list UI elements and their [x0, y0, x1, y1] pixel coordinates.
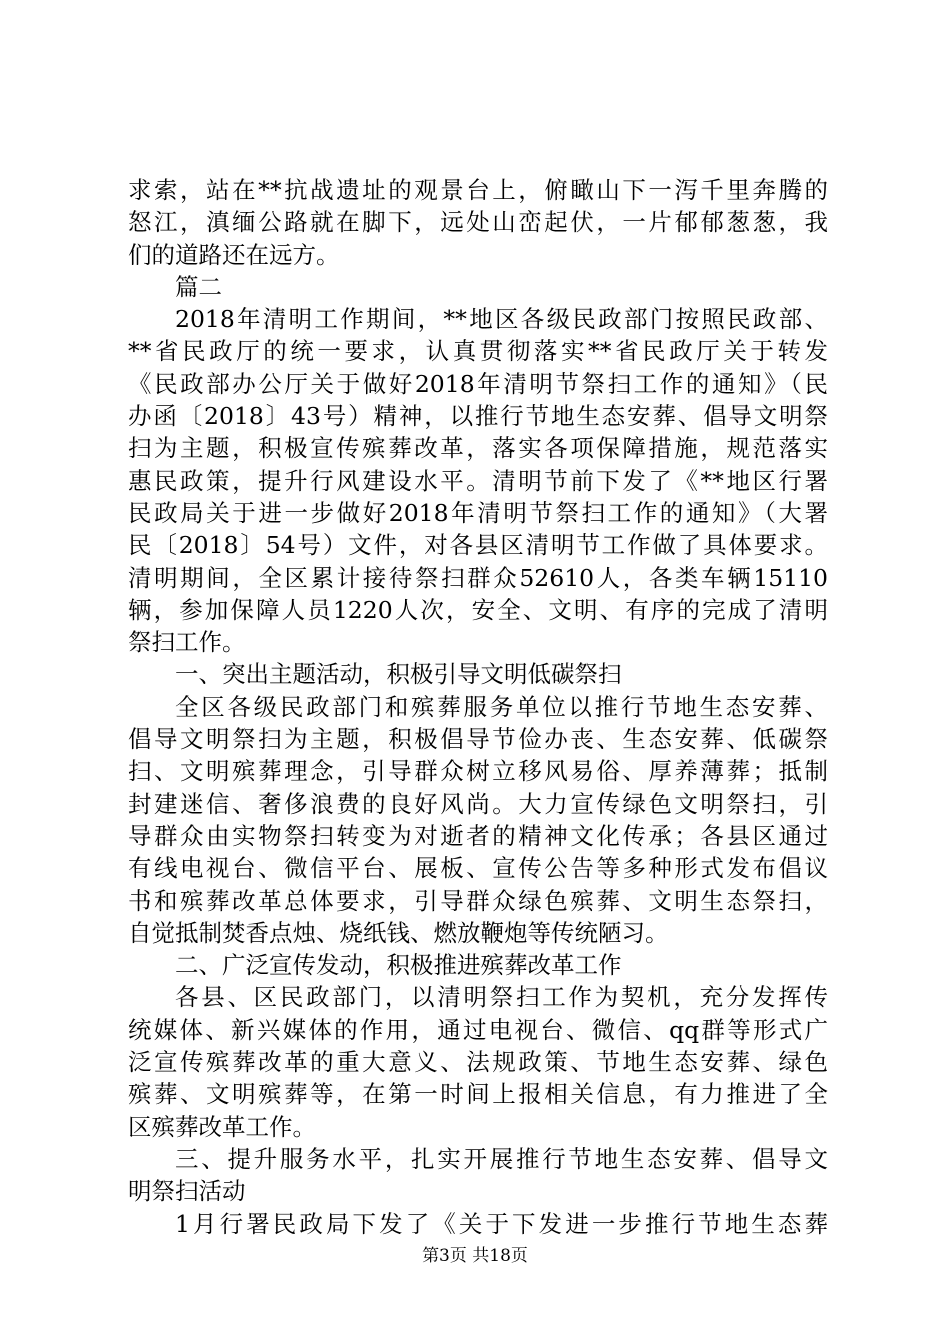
text-line: 一、突出主题活动，积极引导文明低碳祭扫 — [175, 660, 622, 689]
text-line: 办函〔2018〕43号）精神，以推行节地生态安葬、倡导文明祭 — [128, 402, 828, 431]
text-line: 清明期间，全区累计接待祭扫群众52610人，各类车辆15110 — [128, 563, 828, 592]
text-line: 民政局关于进一步做好2018年清明节祭扫工作的通知》（大署 — [128, 498, 828, 527]
text-line: 统媒体、新兴媒体的作用，通过电视台、微信、qq群等形式广 — [128, 1015, 828, 1044]
text-line: 求索，站在**抗战遗址的观景台上，俯瞰山下一泻千里奔腾的 — [128, 176, 828, 204]
text-line: 扫为主题，积极宣传殡葬改革，落实各项保障措施，规范落实 — [128, 434, 828, 463]
text-line: 2018年清明工作期间，**地区各级民政部门按照民政部、 — [175, 305, 828, 334]
text-line: 泛宣传殡葬改革的重大意义、法规政策、节地生态安葬、绿色 — [128, 1048, 828, 1077]
text-line: 《民政部办公厅关于做好2018年清明节祭扫工作的通知》（民 — [128, 369, 828, 398]
text-line: 自觉抵制焚香点烛、烧纸钱、燃放鞭炮等传统陋习。 — [128, 918, 669, 947]
text-line: 辆，参加保障人员1220人次，安全、文明、有序的完成了清明 — [128, 595, 828, 624]
text-line: 1月行署民政局下发了《关于下发进一步推行节地生态葬 — [175, 1209, 828, 1238]
text-line: 三、提升服务水平，扎实开展推行节地生态安葬、倡导文 — [175, 1144, 828, 1173]
text-line: 怒江，滇缅公路就在脚下，远处山峦起伏，一片郁郁葱葱，我 — [128, 208, 828, 237]
text-line: 二、广泛宣传发动，积极推进殡葬改革工作 — [175, 951, 622, 980]
text-line: 们的道路还在远方。 — [128, 240, 340, 269]
text-line: 有线电视台、微信平台、展板、宣传公告等多种形式发布倡议 — [128, 854, 828, 883]
text-line: 导群众由实物祭扫转变为对逝者的精神文化传承；各县区通过 — [128, 821, 828, 850]
text-line: 篇二 — [175, 272, 222, 301]
text-line: 明祭扫活动 — [128, 1177, 246, 1206]
text-line: 倡导文明祭扫为主题，积极倡导节俭办丧、生态安葬、低碳祭 — [128, 725, 828, 754]
text-line: 封建迷信、奢侈浪费的良好风尚。大力宣传绿色文明祭扫，引 — [128, 789, 828, 818]
text-line: 民〔2018〕54号）文件，对各县区清明节工作做了具体要求。 — [128, 531, 828, 560]
text-line: 殡葬、文明殡葬等，在第一时间上报相关信息，有力推进了全 — [128, 1080, 828, 1109]
page-footer: 第3页 共18页 — [422, 1246, 528, 1266]
text-line: 祭扫工作。 — [128, 628, 246, 657]
text-line: **省民政厅的统一要求，认真贯彻落实**省民政厅关于转发 — [128, 337, 828, 366]
text-line: 全区各级民政部门和殡葬服务单位以推行节地生态安葬、 — [175, 692, 828, 721]
document-body — [128, 174, 828, 1240]
text-line: 惠民政策，提升行风建设水平。清明节前下发了《**地区行署 — [128, 466, 828, 495]
text-line: 区殡葬改革工作。 — [128, 1112, 316, 1141]
text-line: 扫、文明殡葬理念，引导群众树立移风易俗、厚养薄葬；抵制 — [128, 757, 828, 786]
text-line: 各县、区民政部门，以清明祭扫工作为契机，充分发挥传 — [175, 983, 828, 1012]
text-line: 书和殡葬改革总体要求，引导群众绿色殡葬、文明生态祭扫， — [128, 886, 828, 915]
